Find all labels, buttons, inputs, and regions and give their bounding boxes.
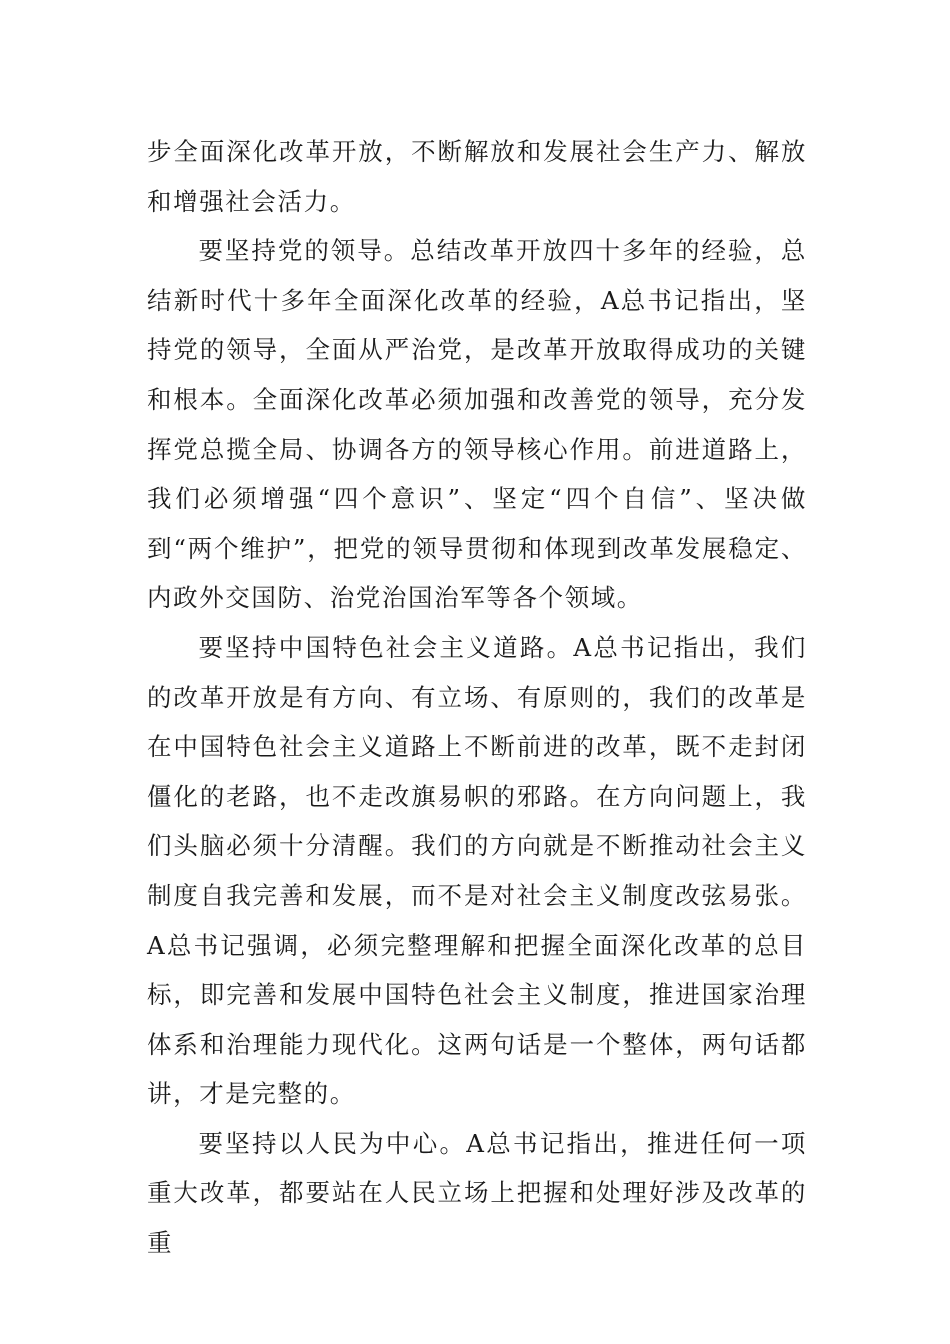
body-text <box>147 127 807 1268</box>
paragraph-people-centered: 要坚持以人民为中心。A总书记指出，推进任何一项重大改革，都要站在人民立场上把握和处理好涉及改革的重 <box>147 1128 807 1258</box>
paragraph-continuation: 步全面深化改革开放，不断解放和发展社会生产力、解放和增强社会活力。 <box>147 137 807 216</box>
paragraph-socialist-road: 要坚持中国特色社会主义道路。A总书记指出，我们的改革开放是有方向、有立场、有原则的，我们的改革是在中国特色社会主义道路上不断前进的改革，既不走封闭僵化的老路，也不走改旗易帜的邪路。在方向问题上，我们头脑必须十分清醒。我们的方向就是不断推动社会主义制度自我完善和发展，而不是对社会主义制度改弦易张。A总书记强调，必须完整理解和把握全面深化改革的总目标，即完善和发展中国特色社会主义制度，推进国家治理体系和治理能力现代化。这两句话是一个整体，两句话都讲，才是完整的。 <box>147 632 807 1109</box>
paragraph-party-leadership: 要坚持党的领导。总结改革开放四十多年的经验，总结新时代十多年全面深化改革的经验，A总书记指出，坚持党的领导，全面从严治党，是改革开放取得成功的关键和根本。全面深化改革必须加强和改善党的领导，充分发挥党总揽全局、协调各方的领导核心作用。前进道路上，我们必须增强“四个意识”、坚定“四个自信”、坚决做到“两个维护”，把党的领导贯彻和体现到改革发展稳定、内政外交国防、治党治国治军等各个领域。 <box>147 236 807 613</box>
